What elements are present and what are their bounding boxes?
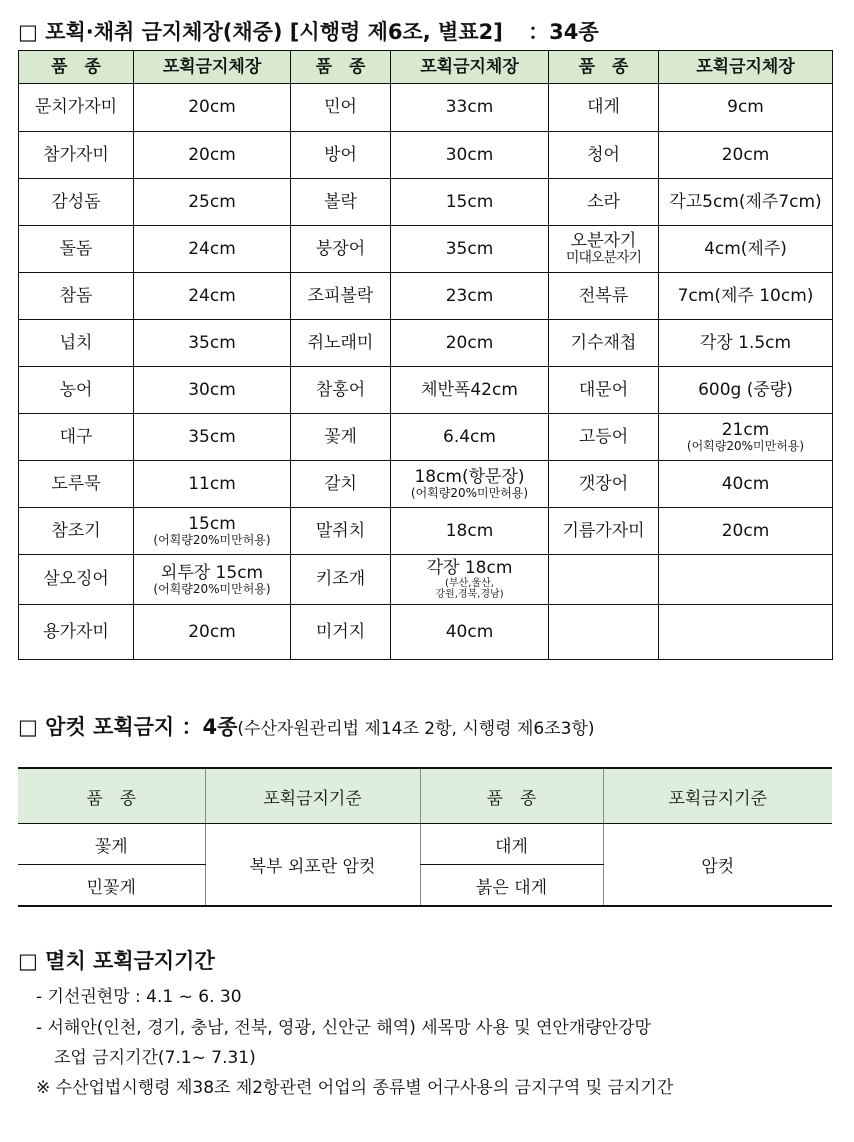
section3-heading — [18, 945, 215, 975]
column-header: 품 종 — [18, 768, 205, 824]
size-cell: 40cm — [391, 605, 549, 660]
size-cell — [134, 508, 291, 555]
section3-title: 멸치 포획금지기간 — [45, 949, 215, 973]
column-header: 포획금지체장 — [134, 51, 291, 84]
species-cell: 살오징어 — [19, 555, 134, 605]
column-header: 품 종 — [19, 51, 134, 84]
size-cell: 30cm — [391, 132, 549, 179]
size-value: 외투장 15cm — [160, 562, 264, 583]
species-cell: 고등어 — [549, 414, 659, 461]
species-cell: 볼락 — [291, 179, 391, 226]
table-row — [19, 320, 833, 367]
size-cell: 35cm — [391, 226, 549, 273]
empty-cell — [549, 605, 659, 660]
species-cell: 기수재첩 — [549, 320, 659, 367]
size-note: (어획량20%미만허용) — [153, 581, 271, 596]
period-line: - 기선권현망 : 4.1 ~ 6. 30 — [36, 987, 242, 1007]
size-note: 강원,경북,경남) — [435, 589, 504, 600]
species-cell: 넙치 — [19, 320, 134, 367]
size-note: (부산,울산, — [445, 578, 494, 589]
size-cell: 11cm — [134, 461, 291, 508]
min-size-table — [18, 50, 833, 660]
table-row — [19, 414, 833, 461]
species-cell: 붕장어 — [291, 226, 391, 273]
species-cell: 키조개 — [291, 555, 391, 605]
table-row — [19, 132, 833, 179]
column-header: 포획금지기준 — [205, 768, 420, 824]
empty-cell — [659, 605, 833, 660]
species-cell: 참조기 — [19, 508, 134, 555]
size-cell: 33cm — [391, 84, 549, 132]
size-value: 21cm — [721, 420, 770, 440]
table-row — [19, 461, 833, 508]
species-cell — [549, 226, 659, 273]
species-cell: 대게 — [420, 824, 603, 865]
size-cell: 18cm — [391, 508, 549, 555]
species-cell: 민어 — [291, 84, 391, 132]
species-cell: 청어 — [549, 132, 659, 179]
species-cell: 대게 — [549, 84, 659, 132]
species-subname: 미대오분자기 — [565, 250, 642, 266]
species-cell: 참돔 — [19, 273, 134, 320]
female-ban-table — [18, 767, 832, 907]
species-cell: 갯장어 — [549, 461, 659, 508]
checkbox-square-icon: □ — [18, 20, 38, 44]
size-cell: 20cm — [134, 132, 291, 179]
size-cell: 20cm — [659, 508, 833, 555]
species-cell: 참가자미 — [19, 132, 134, 179]
column-header: 품 종 — [549, 51, 659, 84]
table-header-row — [19, 51, 833, 84]
size-cell: 9cm — [659, 84, 833, 132]
size-cell: 20cm — [134, 605, 291, 660]
size-cell: 7cm(제주 10cm) — [659, 273, 833, 320]
size-value: 15cm — [188, 514, 236, 534]
table-row — [19, 179, 833, 226]
species-cell: 돌돔 — [19, 226, 134, 273]
size-cell: 40cm — [659, 461, 833, 508]
species-cell: 대문어 — [549, 367, 659, 414]
table-header-row — [18, 768, 832, 824]
table-row — [19, 555, 833, 605]
size-cell: 24cm — [134, 226, 291, 273]
section2-title: 암컷 포획금지 ：4종 — [45, 715, 238, 739]
species-cell: 갈치 — [291, 461, 391, 508]
section2-heading — [18, 711, 595, 741]
species-cell: 미거지 — [291, 605, 391, 660]
size-cell: 24cm — [134, 273, 291, 320]
size-cell: 4cm(제주) — [659, 226, 833, 273]
size-cell — [659, 414, 833, 461]
size-cell — [391, 555, 549, 605]
checkbox-square-icon: □ — [18, 715, 38, 739]
species-cell: 쥐노래미 — [291, 320, 391, 367]
size-note: (어획량20%미만허용) — [410, 486, 529, 500]
column-header: 품 종 — [420, 768, 603, 824]
size-cell: 각고5cm(제주7cm) — [659, 179, 833, 226]
species-name: 오분자기 — [570, 231, 637, 251]
species-cell: 대구 — [19, 414, 134, 461]
size-note: (어획량20%미만허용) — [686, 439, 805, 453]
column-header: 포획금지체장 — [391, 51, 549, 84]
species-cell: 용가자미 — [19, 605, 134, 660]
species-cell: 소라 — [549, 179, 659, 226]
size-cell: 30cm — [134, 367, 291, 414]
table-row — [19, 367, 833, 414]
species-cell: 방어 — [291, 132, 391, 179]
species-cell: 농어 — [19, 367, 134, 414]
size-cell: 35cm — [134, 320, 291, 367]
species-cell: 감성돔 — [19, 179, 134, 226]
size-cell: 20cm — [391, 320, 549, 367]
size-cell: 각장 1.5cm — [659, 320, 833, 367]
size-cell — [391, 461, 549, 508]
table-row — [18, 824, 832, 865]
table-row — [19, 226, 833, 273]
size-cell: 15cm — [391, 179, 549, 226]
species-cell: 말쥐치 — [291, 508, 391, 555]
size-value: 각장 18cm — [426, 558, 513, 578]
checkbox-square-icon: □ — [18, 949, 38, 973]
size-cell: 35cm — [134, 414, 291, 461]
size-cell: 600g (중량) — [659, 367, 833, 414]
criterion-cell: 암컷 — [603, 824, 832, 907]
table-row — [19, 605, 833, 660]
period-line: 조업 금지기간(7.1~ 7.31) — [54, 1048, 256, 1068]
size-cell: 6.4cm — [391, 414, 549, 461]
species-cell: 참홍어 — [291, 367, 391, 414]
table-row — [19, 508, 833, 555]
species-cell: 전복류 — [549, 273, 659, 320]
size-cell — [134, 555, 291, 605]
empty-cell — [549, 555, 659, 605]
section1-count: ：34종 — [528, 20, 599, 44]
section2-law: (수산자원관리법 제14조 2항, 시행령 제6조3항) — [237, 719, 595, 739]
table-row — [19, 84, 833, 132]
column-header: 품 종 — [291, 51, 391, 84]
empty-cell — [659, 555, 833, 605]
size-cell: 25cm — [134, 179, 291, 226]
size-cell: 20cm — [659, 132, 833, 179]
species-cell: 붉은 대게 — [420, 865, 603, 907]
reference-note: ※ 수산업법시행령 제38조 제2항관련 어업의 종류별 어구사용의 금지구역 및 금지기간 — [36, 1078, 674, 1098]
column-header: 포획금지체장 — [659, 51, 833, 84]
size-cell: 체반폭42cm — [391, 367, 549, 414]
species-cell: 조피볼락 — [291, 273, 391, 320]
species-cell: 기름가자미 — [549, 508, 659, 555]
size-cell: 23cm — [391, 273, 549, 320]
table-row — [19, 273, 833, 320]
species-cell: 꽃게 — [291, 414, 391, 461]
section1-heading — [18, 16, 599, 46]
species-cell: 민꽃게 — [18, 865, 205, 907]
period-line: - 서해안(인천, 경기, 충남, 전북, 영광, 신안군 해역) 세목망 사용 및 연안개량안강망 — [36, 1018, 651, 1038]
size-value: 18cm(항문장) — [414, 467, 525, 487]
species-cell: 도루묵 — [19, 461, 134, 508]
criterion-cell: 복부 외포란 암컷 — [205, 824, 420, 907]
size-note: (어획량20%미만허용) — [153, 533, 271, 547]
species-cell: 문치가자미 — [19, 84, 134, 132]
size-cell: 20cm — [134, 84, 291, 132]
column-header: 포획금지기준 — [603, 768, 832, 824]
section1-title: 포획·채취 금지체장(채중) [시행령 제6조, 별표2] — [45, 20, 503, 44]
species-cell: 꽃게 — [18, 824, 205, 865]
